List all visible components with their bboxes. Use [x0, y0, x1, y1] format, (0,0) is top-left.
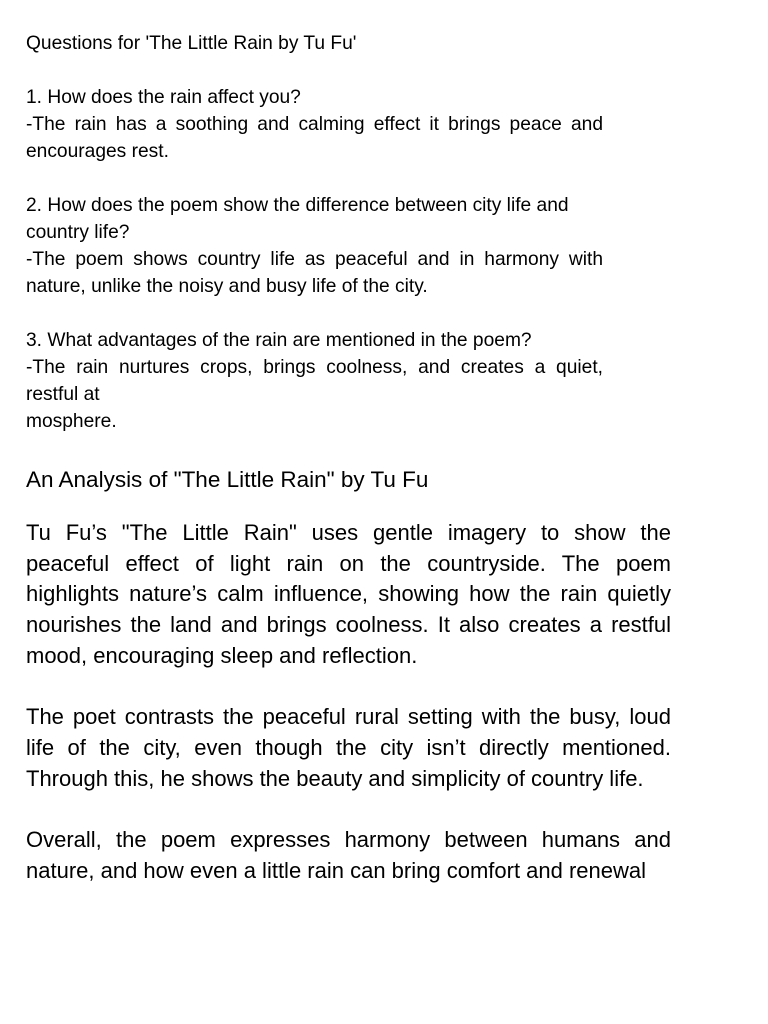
analysis-paragraph-2: The poet contrasts the peaceful rural setting with the busy, loud life of the city, even though the city isn’t directly mentioned. Through this, he shows the beauty and simplicity of country life.	[26, 704, 671, 791]
question-block-1	[26, 84, 603, 165]
question-block-3	[26, 327, 603, 435]
question-text: 3. What advantages of the rain are mentioned in the poem?	[26, 330, 532, 351]
question-block-2	[26, 192, 603, 300]
analysis-paragraph-1: Tu Fu’s "The Little Rain" uses gentle imagery to show the peaceful effect of light rain on the countryside. The poem highlights nature’s calm influence, showing how the rain quietly nourishes the land and brings coolness. It also creates a restful mood, encouraging sleep and reflection.	[26, 520, 671, 668]
analysis-title: An Analysis of "The Little Rain" by Tu Fu	[26, 467, 429, 492]
analysis-paragraph-3: Overall, the poem expresses harmony between humans and nature, and how even a little rain can bring comfort and renewal	[26, 827, 671, 883]
answer-text: -The poem shows country life as peaceful and in harmony with nature, unlike the noisy and busy life of the city.	[26, 249, 603, 297]
questions-section	[26, 30, 603, 435]
answer-text: -The rain nurtures crops, brings coolness, and creates a quiet, restful at	[26, 357, 603, 405]
analysis-section	[26, 518, 671, 886]
question-text: 1. How does the rain affect you?	[26, 87, 301, 108]
answer-text: -The rain has a soothing and calming effect it brings peace and encourages rest.	[26, 114, 603, 162]
answer-continued-text: mosphere.	[26, 411, 117, 432]
questions-title: Questions for 'The Little Rain by Tu Fu'	[26, 33, 357, 54]
question-text: 2. How does the poem show the difference between city life and country life?	[26, 195, 569, 243]
document-page	[26, 30, 706, 917]
